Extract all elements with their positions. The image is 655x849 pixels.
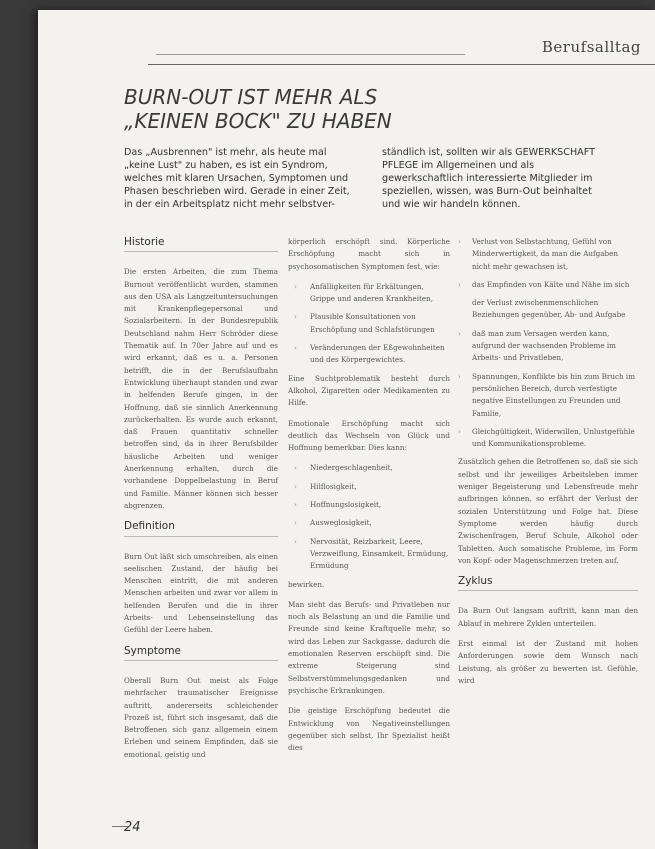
mental-symptoms-list <box>458 236 638 450</box>
arrow-bullet-icon: › <box>294 482 297 491</box>
list-item: › Veränderungen der Eßgewohnheiten und des Körpergewichtes. <box>294 343 445 365</box>
heading-zyklus: Zyklus <box>458 575 638 591</box>
arrow-bullet-icon: › <box>458 238 461 246</box>
symptome-text: Oberall Burn Out meist als Folge mehrfacher traumatischer Ereignisse auftritt, andererseits schleichender Prozeß ist, führt sich insgesamt, daß die Betroffenen sich ganz allgemein einem Erleben und seinem Empfinden, daß sie emotional, geistig und <box>124 675 278 759</box>
list-item: › Niedergeschlagenheit, <box>288 462 450 474</box>
header-line <box>148 64 655 65</box>
col2-para4: bewirken. <box>288 579 325 589</box>
arrow-bullet-icon: › <box>294 313 297 322</box>
emotional-symptoms-list <box>288 462 450 572</box>
list-item: › Spannungen, Konflikte bis hin zum Bruch im persönlichen Bereich, durch verfestigte negative Einstellungen zu Freunden und Familie, <box>458 371 636 418</box>
list-item: › Nervosität, Reizbarkeit, Leere, Verzweiflung, Einsamkeit, Ermüdung, Ermüdung <box>294 536 449 571</box>
arrow-bullet-icon: › <box>294 344 297 353</box>
arrow-bullet-icon: › <box>458 372 461 381</box>
intro-right: ständlich ist, sollten wir als GEWERKSCHAFT PFLEGE im Allgemeinen und als gewerkschaftlich interessierte Mitglieder im speziellen, wissen, was Burn-Out beinhaltet und wie wir handeln können. <box>382 147 595 210</box>
col2-para3: Emotionale Erschöpfung macht sich deutlich das Wechseln von Glück und Hoffnung bemerkbar. Dies kann: <box>288 418 450 453</box>
heading-historie: Historie <box>124 236 278 252</box>
col2-para5: Man sieht das Berufs- und Privatleben nur noch als Belastung an und die Familie und Freunde sind keine Kraftquelle mehr, so wird das Leben zur Sackgasse, dadurch die emotionalen Reserven erschöpft sind. Die extreme Steigerung sind Selbstverstümmelungsgedanken und psychische Erkrankungen. <box>288 599 450 695</box>
arrow-bullet-icon: › <box>294 501 297 510</box>
col2-para6: Die geistige Erschöpfung bedeutet die Entwicklung von Negativeinstellungen gegenüber sich selbst, Ihr Spezialist heißt dies <box>288 706 450 753</box>
page-header <box>38 22 655 60</box>
section-label: Berufsalltag <box>541 38 641 56</box>
arrow-bullet-icon: › <box>294 537 297 546</box>
arrow-bullet-icon: › <box>458 329 461 338</box>
list-item: › Anfälligkeiten für Erkältungen, Grippe und anderen Krankheiten, <box>294 281 434 304</box>
column-2 <box>288 236 450 762</box>
col3-para1: Zusätzlich gehen die Betroffenen so, daß sie sich selbst und ihr jeweiliges Arbeitsleben immer weniger Begeisterung und Lebensfreude mehr aufbringen können, so erfährt der Verlust der sozialen Unterstützung und Folge hat. Diese Symptome werden häufig durch Zwischenfragen, Beruf Schule, Alkohol oder Tabletten. Auch somatische Probleme, im Form von Kopf- oder Magenschmerzen treten auf. <box>458 457 638 565</box>
heading-symptome: Symptome <box>124 645 278 661</box>
list-item: › das Empfinden von Kälte und Nähe im sich <box>458 279 638 291</box>
definition-text: Burn Out läßt sich umschreiben, als einen seelischen Zustand, der häufig bei Menschen eintritt, die mit anderen Menschen arbeiten und zwar vor allem in helfenden Berufen und die in ihrer Arbeits- und Lebenseinstellung das Gefühl der Leere haben. <box>124 551 278 635</box>
arrow-bullet-icon: › <box>294 519 297 528</box>
list-item: › Hilflosigkeit, <box>288 481 450 493</box>
list-item: › Plausible Konsultationen von Erschöpfung und Schlafstörungen <box>294 312 435 334</box>
list-item: › Gleichgültigkeit, Widerwillen, Unlustgefühle und Kommunikationsprobleme. <box>458 426 635 449</box>
physical-symptoms-list <box>288 281 450 367</box>
arrow-bullet-icon: › <box>294 282 297 291</box>
heading-definition: Definition <box>124 520 278 536</box>
list-item: › Ausweglosigkeit, <box>288 517 450 529</box>
column-3 <box>458 236 638 695</box>
title-line-1: BURN-OUT IST MEHR ALS <box>124 85 378 110</box>
page-number: 24 <box>124 820 141 835</box>
col2-para2: Eine Suchtproblematik besteht durch Alkohol, Zigaretten oder Medikamenten zu Hilfe. <box>288 373 450 408</box>
list-item: › Verlust von Selbstachtung, Gefühl von Minderwertigkeit, da man die Aufgaben nicht mehr gewachsen ist, <box>458 237 619 271</box>
arrow-bullet-icon: › <box>294 464 297 473</box>
article-title <box>124 85 604 133</box>
list-item: › Hoffnungslosigkeit, <box>288 499 450 511</box>
arrow-bullet-icon: › <box>458 427 461 436</box>
historie-text: Die ersten Arbeiten, die zum Thema Burnout veröffentlicht wurden, stammen aus den USA als Langzeituntersuchungen mit Krankenpflegepersonal und Sozialarbeitern. In der Bundesrepublik Deutschland nahm Herr Schröder diese Thematik auf. In 70er Jahre auf und es wird erkannt, daß es u. a. Personen betrifft, die in der Berufslaufbahn Entwicklung überhaupt standen und zwar in helfenden Berufe gingen, in der Hoffnung, daß sie sinnlich Anerkennung zurückerhalten. Es wurde auch erkannt, daß Frauen quantitativ schneller betroffen sind, da in ihrer Berufsbilder häusliche Arbeiten und weniger Anerkennung erhalten, durch die vorhandene Doppelbelastung in Beruf und Familie. Männer können sich besser abgrenzen. <box>124 267 278 510</box>
list-item: der Verlust zwischenmenschlichen Beziehungen gegenüber, Ab- und Aufgabe <box>472 298 626 320</box>
column-1 <box>124 236 278 769</box>
zyklus-text-2: Erst einmal ist der Zustand mit hohen Anforderungen sowie dem Wunsch nach Leistung, als größer zu bewerten ist. Gefühle, wird <box>458 639 638 685</box>
intro-left: Das „Ausbrennen" ist mehr, als heute mal „keine Lust" zu haben, es ist ein Syndrom, welches mit klaren Ursachen, Symptomen und Phasen beschrieben wird. Gerade in einer Zeit, in der ein Arbeitsplatz nicht mehr selbstver- <box>124 147 350 210</box>
header-rule <box>156 54 465 55</box>
col2-para1: körperlich erschöpft sind. Körperliche Erschöpfung macht sich in psychosomatischen Symptomen fest, wie: <box>288 237 450 271</box>
document-page <box>38 10 655 849</box>
title-line-2: „KEINEN BOCK" ZU HABEN <box>124 109 392 134</box>
zyklus-text-1: Da Burn Out langsam auftritt, kann man den Ablauf in mehrere Zyklen unterteilen. <box>458 606 638 628</box>
arrow-bullet-icon: › <box>458 280 461 289</box>
list-item: › daß man zum Versagen werden kann, aufgrund der wachsenden Probleme im Arbeits- und Privatleben, <box>458 328 616 363</box>
